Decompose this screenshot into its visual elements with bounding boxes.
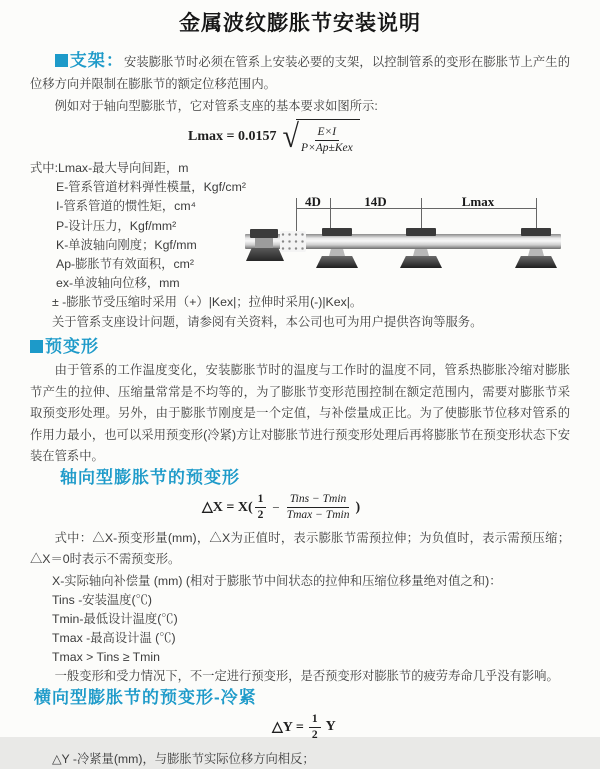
fraction-denominator: P×Ap±Kex [300, 141, 353, 154]
pipe-support-neck [329, 249, 345, 256]
fraction-numerator: Tins − Tmin [287, 492, 349, 508]
anchor-support [250, 229, 278, 238]
axial-predeform-formula [202, 492, 570, 524]
closing-paren: ) [355, 499, 361, 515]
symbol-item: K-单波轴向刚度；Kgf/mm [56, 237, 197, 252]
consult-note: 关于管系支座设计问题，请参阅有关资料，本公司也可为用户提供咨询等服务。 [52, 314, 483, 329]
sqrt-expression [282, 119, 359, 156]
pipe-support-neck [413, 249, 429, 256]
formula-rhs: Y [325, 719, 336, 735]
symbol-item: ex-单波轴向位移，mm [56, 276, 180, 291]
formula-lhs: △Y = [272, 719, 304, 735]
one-half-fraction [309, 712, 321, 743]
pipe-support-cap [521, 228, 551, 236]
page-content [0, 50, 600, 769]
bellows-expansion-joint [280, 231, 306, 252]
temperature-fraction [284, 492, 353, 523]
support-section-heading [55, 51, 124, 70]
support-heading-label: 支架： [69, 51, 124, 70]
anchor-support-body [255, 238, 273, 248]
note-line: X-实际轴向补偿量 (mm) (相对于膨胀节中间状态的拉伸和压缩位移量绝对值之和)： [52, 573, 502, 588]
plusminus-note: ± -膨胀节受压缩时采用（+）|Kex|；拉伸时采用(-)|Kex|。 [52, 295, 363, 310]
predeform-body-paragraph: 由于管系的工作温度变化，安装膨胀节时的温度与工作时的温度不同，管系热膨胀冷缩对膨胀节产生的拉伸、压缩量常常是不均等的，为了膨胀节变形范围控制在额定范围内，需要对膨胀节采取预变形处理。另外，由于膨胀节刚度是一个定值，与补偿量成正比。为了使膨胀节位移对管系的作用力最小，也可以采用预变形(冷紧)方让对膨胀节进行预变形处理后再将膨胀节在预变形状态下安装在管系中。 [30, 363, 570, 464]
pipe-support-diagram [245, 194, 597, 284]
lateral-subheading: 横向型膨胀节的预变形-冷紧 [34, 688, 257, 708]
pipe-support-cap [406, 228, 436, 236]
axial-footer-line: 一般变形和受力情况下，不一定进行预变形，是否预变形对膨胀节的疲劳寿命几乎没有影响。 [54, 668, 559, 683]
formula-lhs: Lmax = 0.0157 [188, 129, 277, 144]
symbol-intro-line: 式中:Lmax-最大导向间距，m [30, 161, 189, 175]
dimension-label-4d: 4D [305, 194, 321, 209]
page-title: 金属波纹膨胀节安装说明 [179, 12, 421, 35]
blue-square-bullet-icon [30, 340, 43, 353]
fraction [298, 125, 356, 156]
pipe-support-cap [322, 228, 352, 236]
symbol-item: Ap-膨胀节有效面积，cm² [56, 257, 194, 272]
symbol-item: P-设计压力，Kgf/mm² [56, 218, 177, 233]
support-intro-text: 安装膨胀节时必须在管系上安装必要的支架，以控制管系的变形在膨胀节上产生的位移方向并限制在膨胀节的额定位移范围内。 [30, 55, 570, 91]
radicand [296, 119, 360, 156]
lateral-note-line: △Y -冷紧量(mm)，与膨胀节实际位移方向相反； [52, 752, 315, 767]
one-half-fraction [255, 492, 267, 523]
pipe-support-base [316, 256, 358, 268]
blue-square-bullet-icon [55, 54, 68, 67]
minus-operator: − [272, 499, 280, 515]
dimension-tick [296, 198, 297, 234]
symbols-and-diagram [30, 159, 570, 332]
dimension-line [296, 208, 536, 209]
fraction-denominator: 2 [311, 728, 318, 741]
guide-spacing-formula [188, 119, 570, 155]
symbol-item: I-管系管道的惯性矩，cm⁴ [56, 199, 196, 214]
fraction-numerator: 1 [309, 712, 321, 728]
note-line: Tmax -最高设计温 (℃) [52, 630, 176, 645]
note-line: Tmin-最低设计温度(℃) [52, 611, 178, 626]
predeform-heading-label: 预变形 [45, 337, 99, 357]
pipe-support-base [400, 256, 442, 268]
fraction-numerator: 1 [255, 492, 267, 508]
support-example-line: 例如对于轴向型膨胀节，它对管系支座的基本要求如图所示: [54, 99, 378, 113]
pipe-support-base [515, 256, 557, 268]
note-line: Tmax > Tins ≥ Tmin [52, 649, 160, 664]
symbol-item: E-管系管道材料弹性模量，Kgf/cm² [56, 180, 246, 195]
dimension-label-14d: 14D [364, 194, 387, 209]
fraction-denominator: Tmax − Tmin [286, 509, 350, 522]
formula-lhs: △X = X( [202, 500, 253, 516]
predeform-section-heading [30, 337, 570, 357]
axial-explain-paragraph: 式中：△X-预变形量(mm)，△X为正值时，表示膨胀节需预拉伸；为负值时，表示需预压缩；△X＝0时表示不需预变形。 [30, 530, 570, 566]
lateral-predeform-formula [272, 712, 570, 742]
anchor-support-base [246, 248, 284, 261]
axial-notes [30, 572, 570, 667]
pipe-support-neck [528, 249, 544, 256]
fraction-numerator: E×I [315, 125, 340, 141]
radical-sign: √ [282, 118, 299, 155]
support-intro-paragraph [30, 50, 570, 95]
axial-subheading: 轴向型膨胀节的预变形 [60, 467, 240, 487]
fraction-denominator: 2 [257, 509, 264, 522]
note-line: Tins -安装温度(℃) [52, 592, 152, 607]
dimension-label-lmax: Lmax [461, 194, 495, 209]
